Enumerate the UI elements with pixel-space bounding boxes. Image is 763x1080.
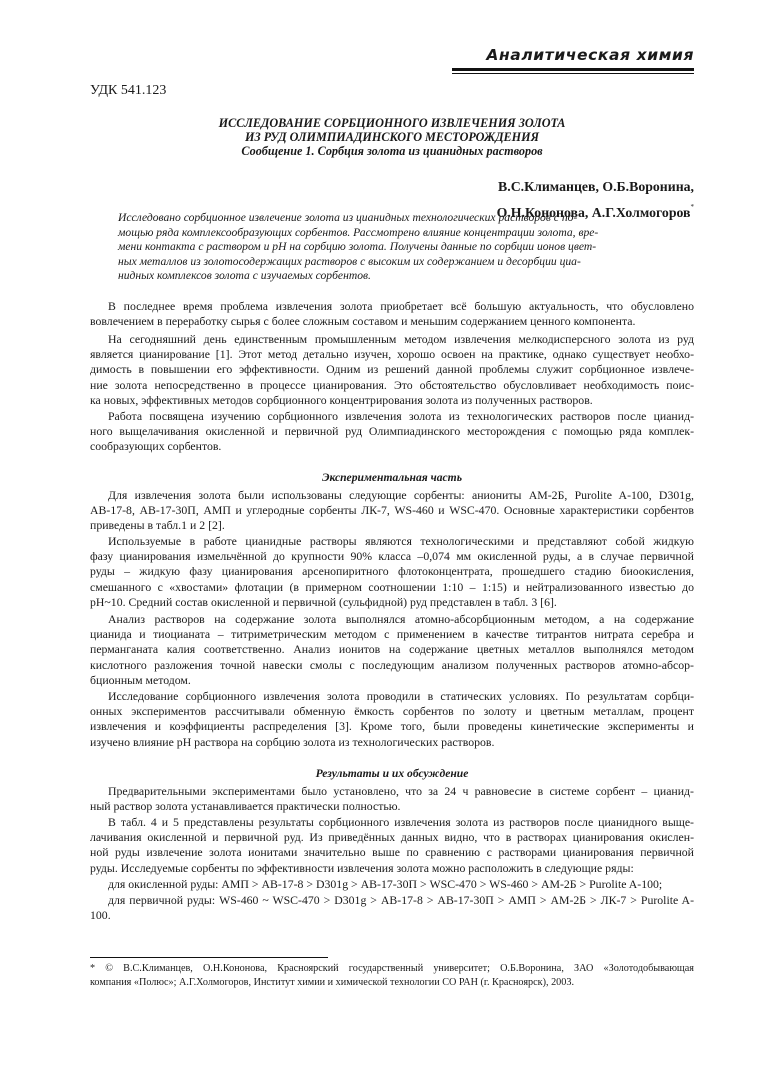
text-line: для окисленной руды: АМП > АВ-17-8 > D301g > АВ-17-30П > WSC-470 > WS-460 > АМ-2Б > Purolite A-100; [108,877,663,891]
section-heading-experimental: Экспериментальная часть [321,471,462,484]
paragraph-res-2 [90,815,694,876]
text-line: Используемые в работе цианидные растворы являются технологическими и представляют собой жидкую [108,534,694,548]
text-line: Анализ растворов на содержание золота выполнялся атомно-абсорбционным методом, а на содержание [108,612,694,626]
text-line: руды – жидкую фазу цианирования арсенопиритного флотоконцентрата, прошедшего стадию биоокисления, [90,564,694,579]
title-line-2: ИЗ РУД ОЛИМПИАДИНСКОГО МЕСТОРОЖДЕНИЯ [244,130,540,144]
text-line: димость в повышении его эффективности. Одним из решений данной проблемы служит сорбционное извлече- [90,362,694,377]
title-line-1: ИССЛЕДОВАНИЕ СОРБЦИОННОГО ИЗВЛЕЧЕНИЯ ЗОЛОТА [218,116,566,130]
udk-code: УДК 541.123 [90,83,167,98]
text-line: смешанного с «хвостами» флотации (в примерном соотношении 1:10 – 1:15) и нейтрализованного известью до [90,579,694,594]
paragraph-res-1 [90,784,694,814]
text-line: АВ-17-8, АВ-17-30П, АМП и углеродные сорбенты ЛК-7, WS-460 и WSC-470. Основные характеристики сорбентов [90,503,694,518]
text-line: ка новых, эффективных методов сорбционного концентрирования золота из полученных растворов. [90,392,593,407]
text-line: извлечения и коэффициенты распределения [3]. Кроме того, были проведены кинетические эксперименты и [90,719,694,734]
paragraph-intro-3 [90,409,694,455]
article-title [90,116,694,158]
text-line: ный раствор золота устанавливается практически полностью. [90,799,401,814]
text-line: руды. Исследуемые сорбенты по эффективности извлечения золота можно расположить в следующие ряды: [90,860,634,875]
text-line: На сегодняшний день единственным промышленным методом извлечения мелкодисперсного золота из руд [108,332,694,346]
journal-section-title: Аналитическая химия [486,46,694,64]
paragraph-intro-2 [90,332,694,408]
text-line: сообразующих сорбентов. [90,439,222,454]
footnote-divider [90,957,328,958]
text-line: ной руды извлечение золота ионитами значительно выше по сравнению с растворами цианирования первичной [90,845,694,860]
authors-line-2: О.Н.Кононова, А.Г.Холмогоров [496,205,691,220]
footnote [90,962,694,990]
text-line: Исследование сорбционного извлечения золота проводили в статических условиях. По результатам сорбци- [108,689,694,703]
text-line: рН~10. Средний состав окисленной и первичной (сульфидной) руд представлен в табл. 3 [6]. [90,594,557,609]
footnote-line: * © В.С.Климанцев, О.Н.Кононова, Красноярский государственный университет; О.Б.Воронина, ЗАО «Золотодобывающая [90,963,694,974]
abstract-line: ных металлов из золотосодержащих растворов с высоким их содержанием и десорбции циа- [118,254,581,268]
text-line: онных экспериментов рассчитывали обменную ёмкость сорбентов по золоту и цветным металлам, процент [90,704,694,719]
abstract-line: мощью ряда комплексообразующих сорбентов. Рассмотрено влияние концентрации золота, вре- [118,225,599,239]
text-line: приведены в табл.1 и 2 [2]. [90,518,225,533]
text-line: фазу цианирования измельчённой до крупности 90% класса –0,074 мм окисленной руды, а в случае первичной [90,549,694,564]
text-line: Работа посвящена изучению сорбционного извлечения золота из технологических растворов после цианид- [108,409,694,423]
text-line: лачивания окисленной и первичной руд. Из приведённых данных видно, что в растворах цианирования окислен- [90,830,694,845]
paragraph-exp-3 [90,612,694,688]
abstract [118,211,694,284]
text-line: изучено влияние рН раствора на сорбцию золота из технологических растворов. [90,734,495,749]
text-line: В последнее время проблема извлечения золота приобретает всё большую актуальность, что обусловлено [108,299,694,313]
text-line: кислотного разложения точной навески смолы с последующим анализом полученных растворов атомно-абсор- [90,657,694,672]
paragraph-exp-4 [90,689,694,750]
abstract-line: нидных комплексов золота с изучаемых сорбентов. [118,269,371,283]
text-line: ного выщелачивания окисленной и первичной руд Олимпиадинского месторождения с помощью ряда комплек- [90,424,694,439]
text-line: 100. [90,908,111,923]
paragraph-intro-1 [90,299,694,329]
sorbent-series-primary [90,893,694,923]
footnote-mark: * [690,203,694,211]
paragraph-exp-1 [90,488,694,534]
text-line: Предварительными экспериментами было установлено, что за 24 ч равновесие в системе сорбент – цианид- [108,784,694,798]
authors-line-1: В.С.Климанцев, О.Б.Воронина, [498,179,694,194]
text-line: ние золота непосредственно в процессе цианирования. Это обстоятельство обусловливает необходимость поис- [90,377,694,392]
text-line: бционным методом. [90,672,191,687]
paragraph-exp-2 [90,534,694,610]
section-heading-results: Результаты и их обсуждение [315,767,469,780]
sorbent-series-oxidized [90,877,694,892]
running-header [452,42,694,76]
text-line: В табл. 4 и 5 представлены результаты сорбционного извлечения золота из растворов после цианидного выще- [108,815,694,829]
text-line: вовлечением в переработку сырья с более сложным составом и меньшим содержанием ценного компонента. [90,314,636,329]
header-rule-thick [452,68,694,71]
article-subtitle: Сообщение 1. Сорбция золота из цианидных растворов [241,144,543,158]
text-line: Для извлечения золота были использованы следующие сорбенты: аниониты АМ-2Б, Purolite A-100, D301g, [108,488,694,502]
text-line: является цианирование [1]. Этот метод детально изучен, хорошо освоен на практике, однако существует необхо- [90,347,694,362]
header-rule-thin [452,73,694,74]
text-line: перманганата калия соответственно. Анализ ионитов на содержание цветных металлов выполнялся методом [90,642,694,657]
abstract-line: Исследовано сорбционное извлечение золота из цианидных технологических растворов с по- [118,211,578,224]
text-line: цианида и тиоцианата – титриметрическим методом с применением в качестве титрантов нитрата серебра и [90,627,694,642]
abstract-line: мени контакта с раствором и рН на сорбцию золота. Получены данные по сорбции ионов цвет- [118,240,597,254]
text-line: для первичной руды: WS-460 ~ WSC-470 > D301g > АВ-17-8 > АВ-17-30П > АМП > АМ-2Б > ЛК-7 > Purolite A- [108,893,694,907]
footnote-line: компания «Полюс»; А.Г.Холмогоров, Институт химии и химической технологии СО РАН (г. Красноярск), 2003. [90,977,574,988]
